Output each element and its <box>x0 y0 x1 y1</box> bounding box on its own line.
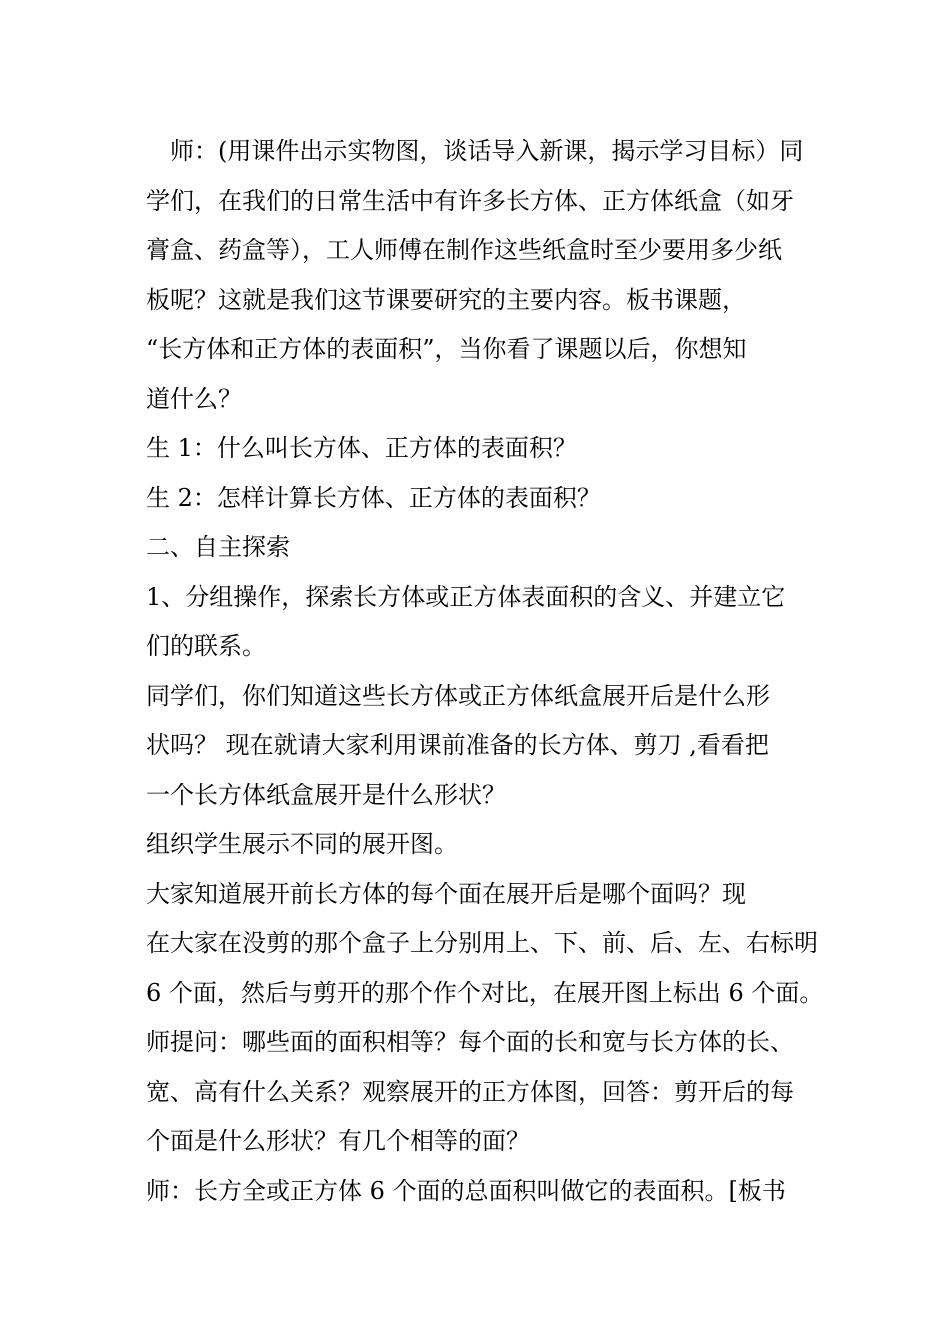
section-heading: 二、自主探索 <box>146 533 290 561</box>
text-line: 道什么？ <box>146 384 242 413</box>
text-line: 同学们，你们知道这些长方体或正方体纸盒展开后是什么形 <box>146 681 770 710</box>
text-line: 生 1：什么叫长方体、正方体的表面积？ <box>146 434 577 462</box>
document-body <box>146 127 824 1216</box>
text-line: 在大家在没剪的那个盒子上分别用上、下、前、后、左、右标明 <box>146 929 818 957</box>
text-line: 们的联系。 <box>146 632 266 660</box>
text-line: 学们，在我们的日常生活中有许多长方体、正方体纸盒（如牙 <box>146 186 794 215</box>
text-line: “长方体和正方体的表面积”，当你看了课题以后，你想知 <box>146 335 747 363</box>
text-line: 个面是什么形状？有几个相等的面？ <box>146 1127 530 1155</box>
text-line: 生 2：怎样计算长方体、正方体的表面积？ <box>146 483 601 512</box>
text-line: 1、分组操作，探索长方体或正方体表面积的含义、并建立它 <box>146 582 786 611</box>
text-line: 膏盒、药盒等），工人师傅在制作这些纸盒时至少要用多少纸 <box>146 236 782 264</box>
text-line: 板呢？这就是我们这节课要研究的主要内容。板书课题， <box>146 285 746 314</box>
text-line: 宽、高有什么关系？观察展开的正方体图，回答：剪开后的每 <box>146 1077 794 1106</box>
text-line: 师：(用课件出示实物图，谈话导入新课，揭示学习目标）同 <box>146 137 804 165</box>
text-line: 组织学生展示不同的展开图。 <box>146 830 458 858</box>
text-line: 一个长方体纸盒展开是什么形状？ <box>146 780 506 809</box>
text-line: 师：长方全或正方体 6 个面的总面积叫做它的表面积。[板书 <box>146 1176 786 1205</box>
text-line: 大家知道展开前长方体的每个面在展开后是哪个面吗？现 <box>146 879 746 908</box>
text-line: 状吗？ 现在就请大家利用课前准备的长方体、剪刀 ,看看把 <box>146 731 769 759</box>
text-line: 师提问：哪些面的面积相等？每个面的长和宽与长方体的长、 <box>146 1028 794 1056</box>
text-line: 6 个面，然后与剪开的那个作个对比，在展开图上标出 6 个面。 <box>146 978 824 1007</box>
